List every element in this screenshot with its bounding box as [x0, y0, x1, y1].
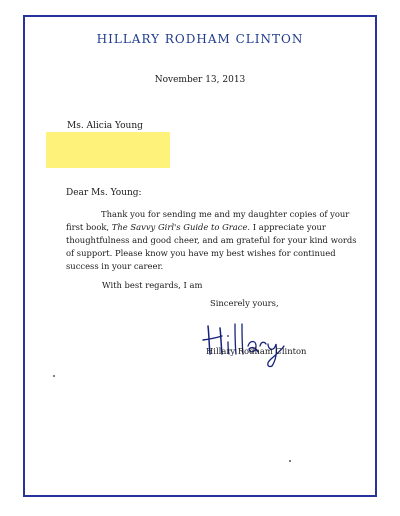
handwritten-signature	[200, 316, 286, 368]
salutation: Dear Ms. Young:	[66, 188, 142, 198]
body-text-part-2: I appreciate your thoughtfulness and good cheer, and am grateful for your kind words of support. Please know you have my best wishes for continued success in your career.	[66, 222, 357, 271]
letterhead-title: HILLARY RODHAM CLINTON	[96, 32, 304, 46]
address-redaction-highlight	[46, 132, 170, 168]
letter-body-paragraph	[66, 208, 366, 273]
letter-page	[12, 4, 388, 508]
closing-line: With best regards, I am	[102, 280, 203, 290]
book-title: The Savvy Girl's Guide to Grace.	[111, 222, 251, 232]
signer-name: Hillary Rodham Clinton	[206, 346, 307, 356]
recipient-name: Ms. Alicia Young	[67, 121, 143, 131]
paper-speck	[53, 375, 55, 377]
letter-date: November 13, 2013	[154, 75, 246, 85]
valediction: Sincerely yours,	[210, 298, 279, 308]
body-text-part-1: Thank you for sending me and my daughter copies of your first book,	[66, 209, 350, 232]
paper-speck	[289, 460, 291, 462]
